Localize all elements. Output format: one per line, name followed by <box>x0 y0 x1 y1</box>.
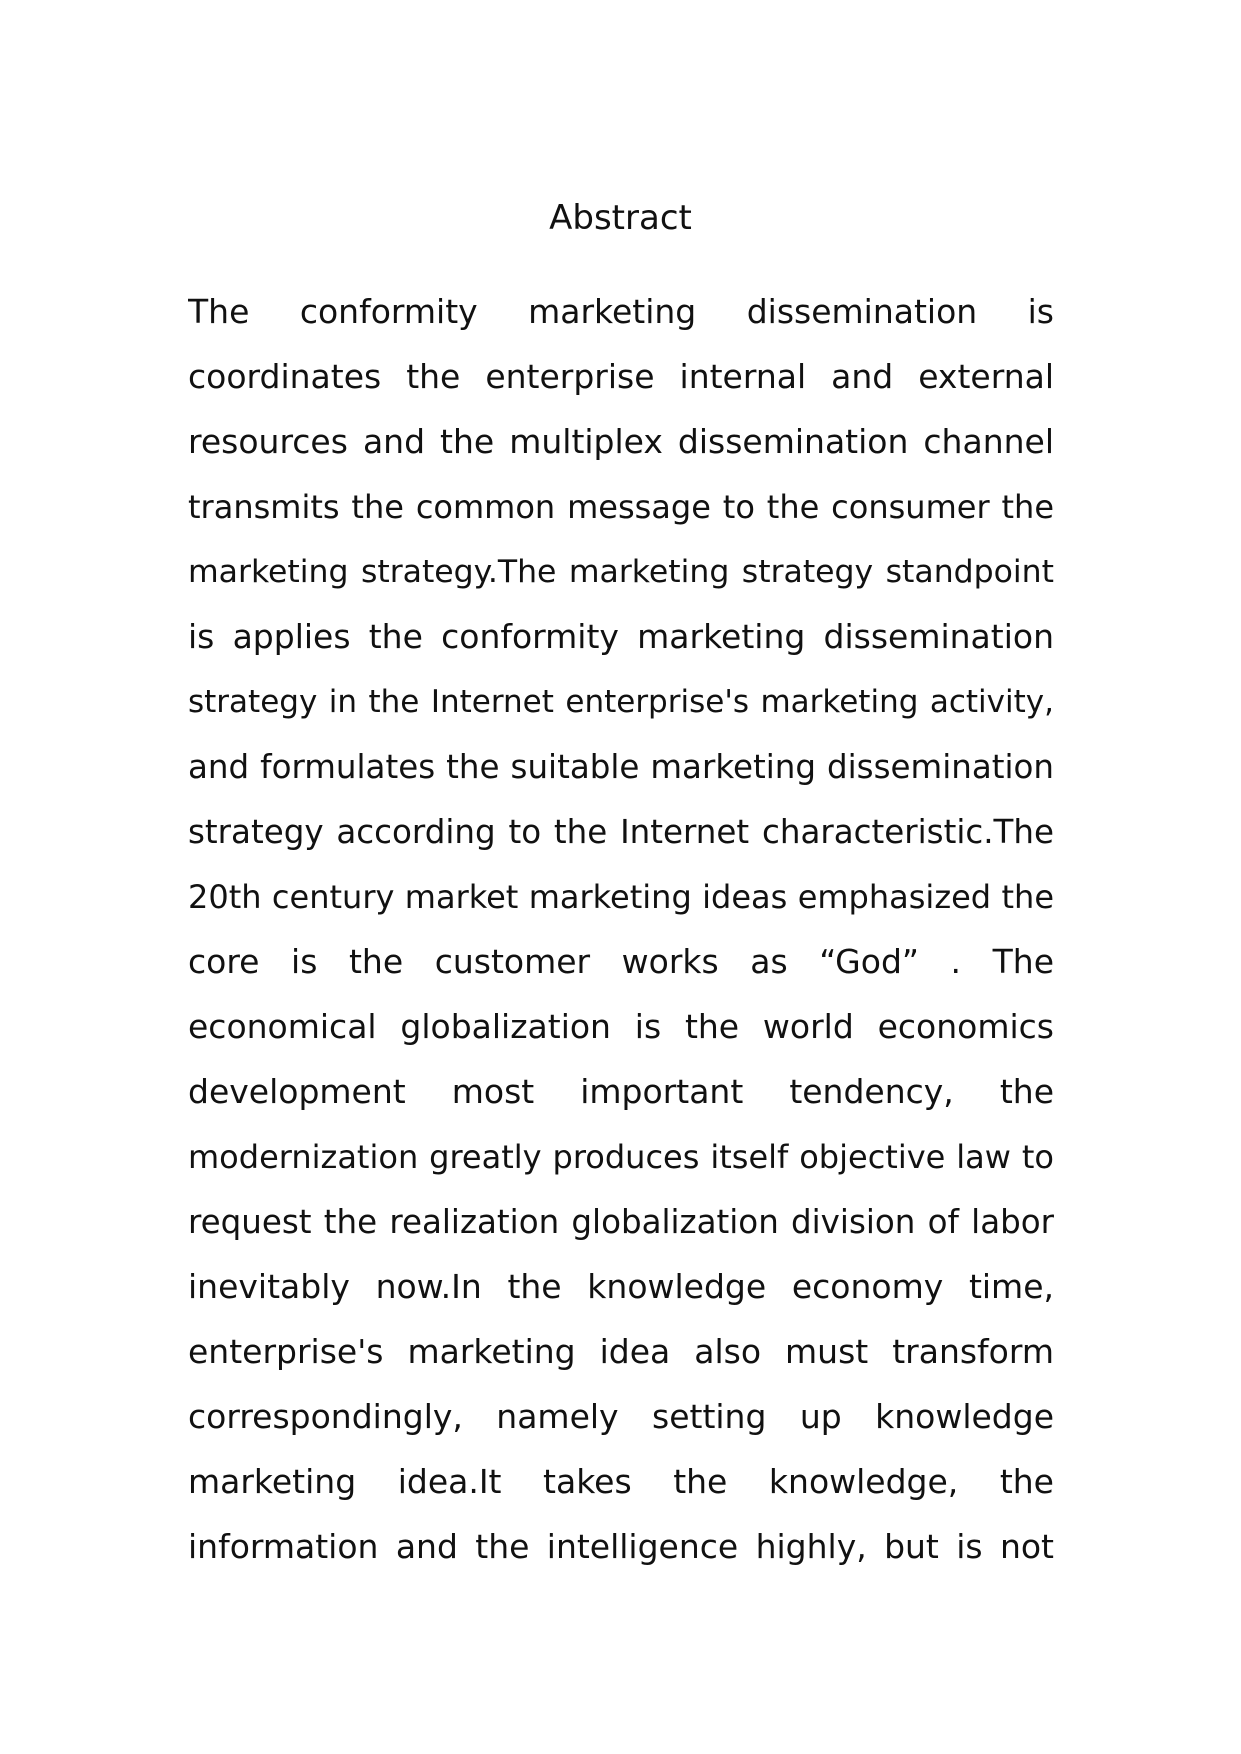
text-line: core is the customer works as “God” . The <box>188 942 1054 981</box>
text-line: inevitably now.In the knowledge economy time, <box>188 1267 1054 1306</box>
text-line: information and the intelligence highly, but is not <box>188 1527 1054 1566</box>
text-line: The conformity marketing dissemination is <box>188 292 1054 331</box>
abstract-body <box>188 289 1054 1589</box>
text-line: marketing idea.It takes the knowledge, the <box>188 1462 1054 1501</box>
text-line: strategy according to the Internet characteristic.The <box>188 813 1054 851</box>
text-line: resources and the multiplex dissemination channel <box>188 422 1054 461</box>
text-line: and formulates the suitable marketing dissemination <box>188 748 1054 786</box>
text-line: 20th century market marketing ideas emphasized the <box>188 878 1054 916</box>
text-line: marketing strategy.The marketing strategy standpoint <box>188 554 1054 590</box>
text-line: development most important tendency, the <box>188 1072 1054 1111</box>
text-line: transmits the common message to the consumer the <box>188 488 1054 526</box>
text-line: correspondingly, namely setting up knowledge <box>188 1397 1054 1436</box>
text-line: request the realization globalization division of labor <box>188 1203 1054 1241</box>
text-line: coordinates the enterprise internal and external <box>188 357 1054 396</box>
text-line: enterprise's marketing idea also must transform <box>188 1332 1054 1371</box>
text-line: is applies the conformity marketing dissemination <box>188 617 1054 656</box>
text-line: economical globalization is the world economics <box>188 1007 1054 1046</box>
text-line: strategy in the Internet enterprise's marketing activity, <box>188 684 1054 720</box>
abstract-title: Abstract <box>549 198 692 238</box>
text-line: modernization greatly produces itself objective law to <box>188 1138 1054 1176</box>
